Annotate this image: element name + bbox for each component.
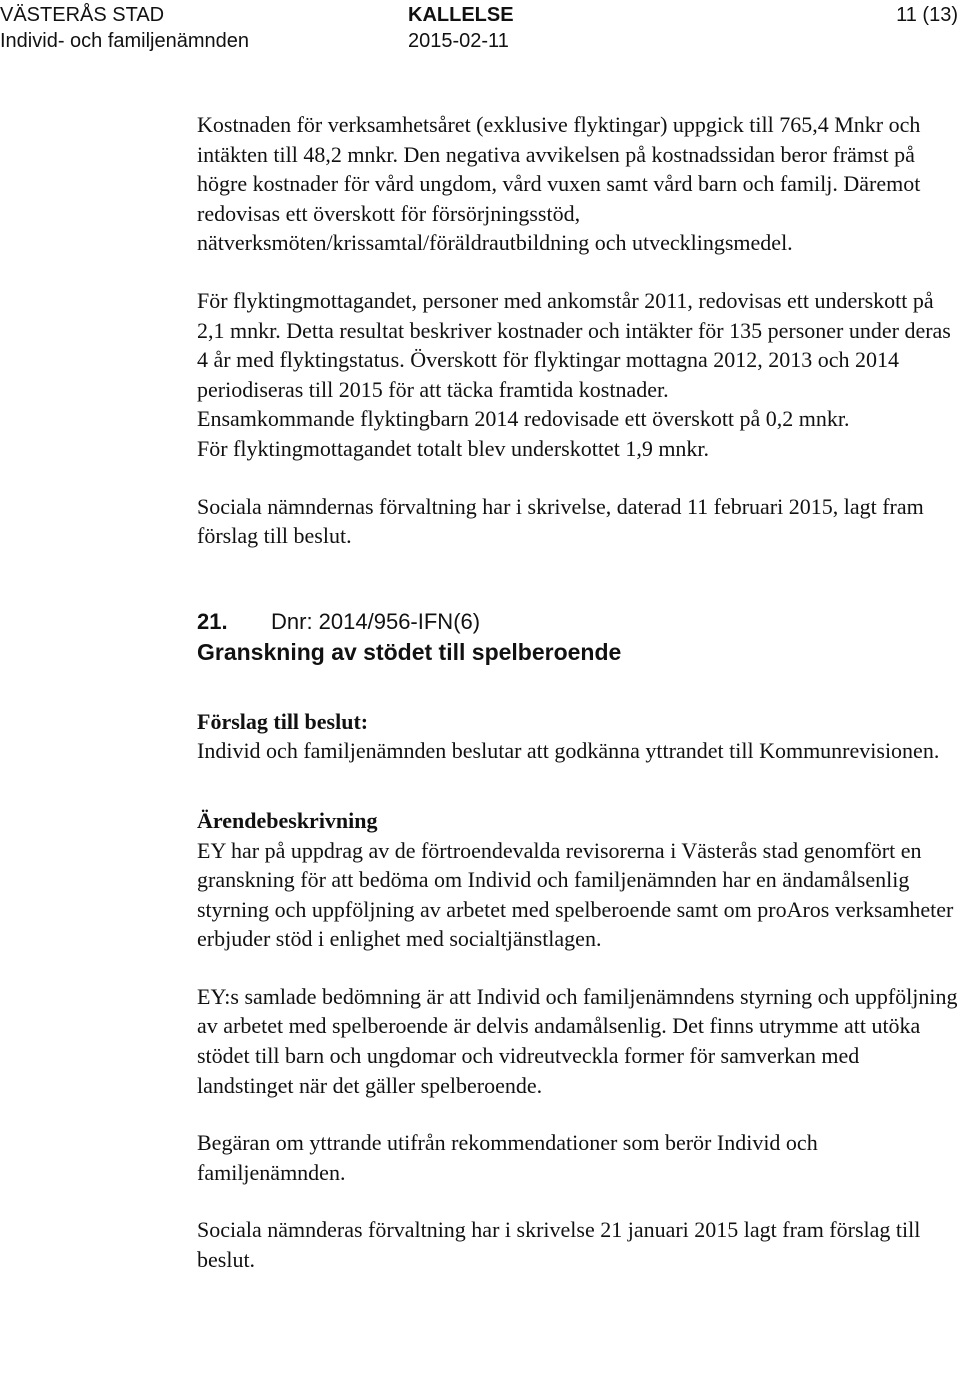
proposal-heading: Förslag till beslut: [197,708,369,734]
document-body [197,110,960,1275]
agenda-item-dnr: Dnr: 2014/956-IFN(6) [271,608,481,634]
paragraph-refugee-total: För flyktingmottagandet totalt blev underskottet 1,9 mnkr. [197,435,710,461]
paragraph-proposal-submitted: Sociala nämndernas förvaltning har i skrivelse, daterad 11 februari 2015, lagt fram förslag till beslut. [197,493,924,549]
agenda-item-number: 21. [197,608,228,634]
description-heading: Ärendebeskrivning [197,807,378,833]
page-header [0,0,960,56]
organization-name: VÄSTERÅS STAD [0,4,165,26]
agenda-item-line [197,607,960,637]
board-name: Individ- och familjenämnden [0,30,250,52]
page-number: 11 (13) [896,4,958,26]
proposal-text: Individ och familjenämnden beslutar att godkänna yttrandet till Kommunrevisionen. [197,738,940,764]
header-middle [408,2,514,54]
paragraph-refugee-result: För flyktingmottagandet, personer med ankomstår 2011, redovisas ett underskott på 2,1 mnkr. Detta resultat beskriver kostnader och intäkter för 135 personer under deras 4 år med flyktingstatus. Överskott för flyktingar mottagna 2012, 2013 och 2014 periodiseras till 2015 för att täcka framtida kostnader. [197,287,951,402]
description-paragraph: EY:s samlade bedömning är att Individ och familjenämndens styrning och uppföljning av arbetet med spelberoende är delvis andamålsenlig. Det finns utrymme att utöka stödet till barn och ungdomar och vidreutveckla former för samverkan med landstinget när det gäller spelberoende. [197,983,958,1098]
paragraph-cost-summary: Kostnaden för verksamhetsåret (exklusive flyktingar) uppgick till 765,4 Mnkr och intäkten till 48,2 mnkr. Den negativa avvikelsen på kostnadssidan beror främst på högre kostnader för vård ungdom, vård vuxen samt vård barn och familj. Däremot redovisas ett överskott för försörjningsstöd, nätverksmöten/krissamtal/föräldrautbildning och utvecklingsmedel. [197,112,921,256]
document-type: KALLELSE [408,4,514,26]
header-right [896,2,958,28]
description-paragraph: Sociala nämnderas förvaltning har i skrivelse 21 januari 2015 lagt fram förslag till beslut. [197,1217,921,1273]
description-paragraph: EY har på uppdrag av de förtroendevalda revisorerna i Västerås stad genomfört en granskning för att bedöma om Individ och familjenämnden har en ändamålsenlig styrning och uppföljning av arbetet med spelberoende samt om proAros verksamheter erbjuder stöd i enlighet med socialtjänstlagen. [197,837,954,952]
description-paragraph: Begäran om yttrande utifrån rekommendationer som berör Individ och familjenämnden. [197,1130,818,1185]
document-date: 2015-02-11 [408,30,509,52]
agenda-item-title: Granskning av stödet till spelberoende [197,638,622,665]
header-left [0,2,249,54]
paragraph-unaccompanied-minors: Ensamkommande flyktingbarn 2014 redovisade ett överskott på 0,2 mnkr. [197,406,850,432]
